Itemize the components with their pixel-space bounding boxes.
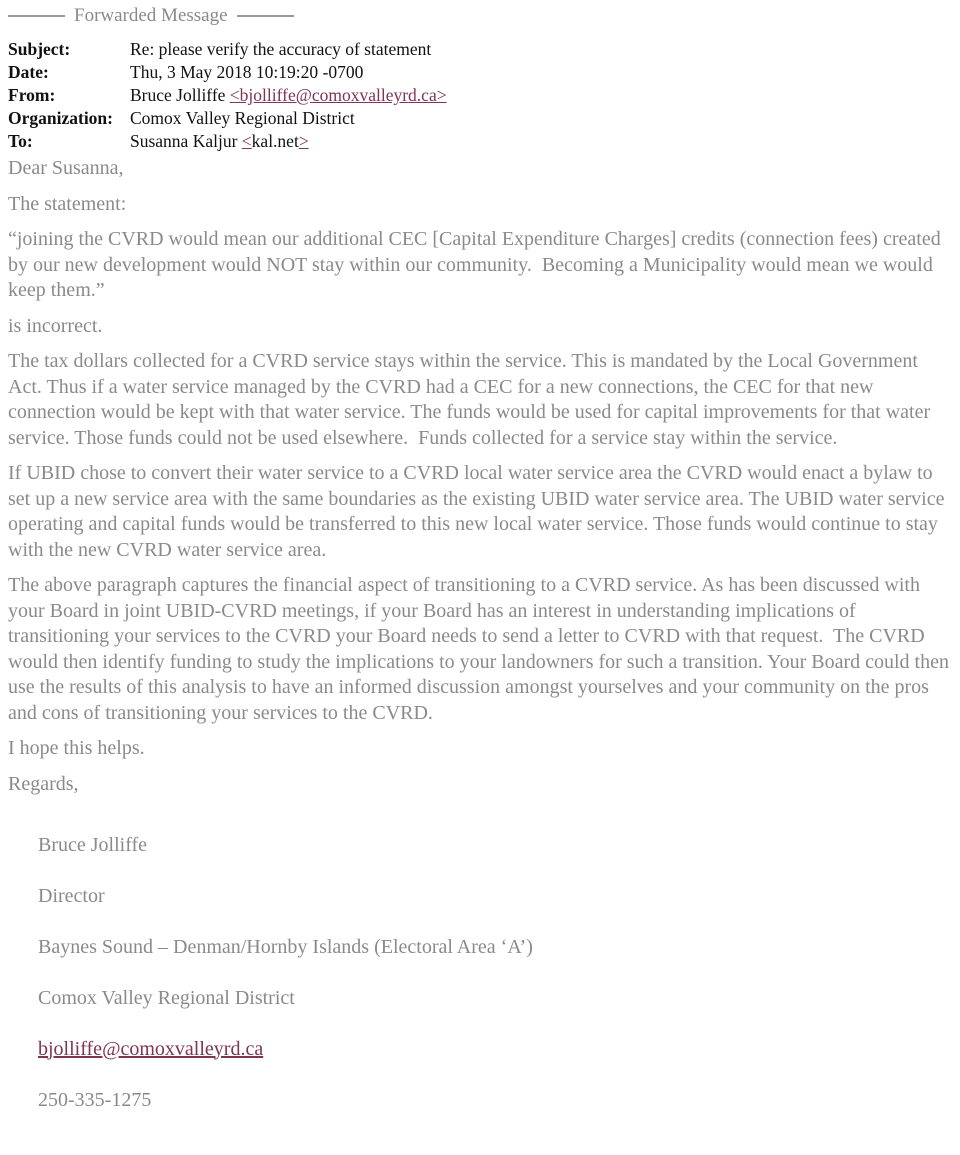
email-body	[8, 156, 952, 1139]
verdict-paragraph: is incorrect.	[8, 314, 103, 337]
signature-phone: 250-335-1275	[38, 1088, 152, 1111]
header-value-date: Thu, 3 May 2018 10:19:20 -0700	[130, 62, 364, 82]
to-bracket-close-link[interactable]: >	[298, 131, 309, 151]
closing-hope-paragraph: I hope this helps.	[8, 737, 145, 759]
from-display-name: Bruce Jolliffe	[130, 85, 230, 105]
from-email-link[interactable]: <bjolliffe@comoxvalleyrd.ca>	[229, 85, 447, 105]
header-row-from	[8, 84, 447, 107]
signature-name: Bruce Jolliffe	[38, 833, 148, 856]
forwarded-message-label: Forwarded Message	[74, 5, 228, 26]
header-row-organization	[8, 107, 447, 130]
header-value-subject: Re: please verify the accuracy of statement	[130, 39, 432, 59]
transition-process-paragraph: The above paragraph captures the financial aspect of transitioning to a CVRD service. As has been discussed with your Board in joint UBID-CVRD meetings, if your Board has an interest in understanding implications of transitioning your services to the CVRD your Board needs to send a letter to CVRD with that request. The CVRD would then identify funding to study the implications to your landowners for such a transition. Your Board could then use the results of this analysis to have an informed discussion amongst yourselves and your community on the pros and cons of transitioning your services to the CVRD.	[8, 574, 954, 724]
message-headers	[8, 38, 447, 153]
statement-intro-paragraph: The statement:	[8, 192, 127, 215]
header-value-to	[130, 130, 447, 153]
header-label-from: From:	[8, 85, 56, 105]
signature-block	[8, 807, 952, 1139]
to-address-text: kal.net	[251, 131, 299, 151]
signature-area: Baynes Sound – Denman/Hornby Islands (Electoral Area ‘A’)	[38, 935, 533, 958]
to-display-name: Susanna Kaljur	[130, 131, 242, 151]
to-bracket-open-link[interactable]: <	[241, 131, 252, 151]
divider-dash-left	[8, 15, 65, 17]
signature-org: Comox Valley Regional District	[38, 986, 295, 1009]
divider-dash-right	[237, 15, 294, 17]
forwarded-message-divider	[8, 5, 952, 27]
header-label-subject: Subject:	[8, 39, 71, 59]
header-label-date: Date:	[8, 62, 49, 82]
header-row-to	[8, 130, 447, 153]
header-label-organization: Organization:	[8, 108, 113, 128]
header-row-date	[8, 61, 447, 84]
signature-email-link[interactable]: bjolliffe@comoxvalleyrd.ca	[38, 1037, 264, 1060]
header-row-subject	[8, 38, 447, 61]
header-value-from	[130, 84, 447, 107]
greeting-paragraph: Dear Susanna,	[8, 157, 124, 179]
header-label-to: To:	[8, 131, 33, 151]
signature-title: Director	[38, 884, 105, 907]
quoted-statement-paragraph: “joining the CVRD would mean our additional CEC [Capital Expenditure Charges] credits (connection fees) created by our new development would NOT stay within our community. Becoming a Municipality would mean we would keep them.”	[8, 228, 946, 301]
header-value-organization: Comox Valley Regional District	[130, 108, 355, 128]
tax-dollars-paragraph: The tax dollars collected for a CVRD service stays within the service. This is mandated by the Local Government Act. Thus if a water service managed by the CVRD had a CEC for a new connections, the CEC for that new connection would be kept with that water service. The funds would be used for capital improvements for that water service. Those funds could not be used elsewhere. Funds collected for a service stay within the service.	[8, 350, 936, 449]
regards-paragraph: Regards,	[8, 772, 79, 795]
ubid-conversion-paragraph: If UBID chose to convert their water service to a CVRD local water service area the CVRD would enact a bylaw to set up a new service area with the same boundaries as the existing UBID water service area. The UBID water service operating and capital funds would be transferred to this new local water service. Those funds would continue to stay with the new CVRD water service area.	[8, 462, 950, 561]
